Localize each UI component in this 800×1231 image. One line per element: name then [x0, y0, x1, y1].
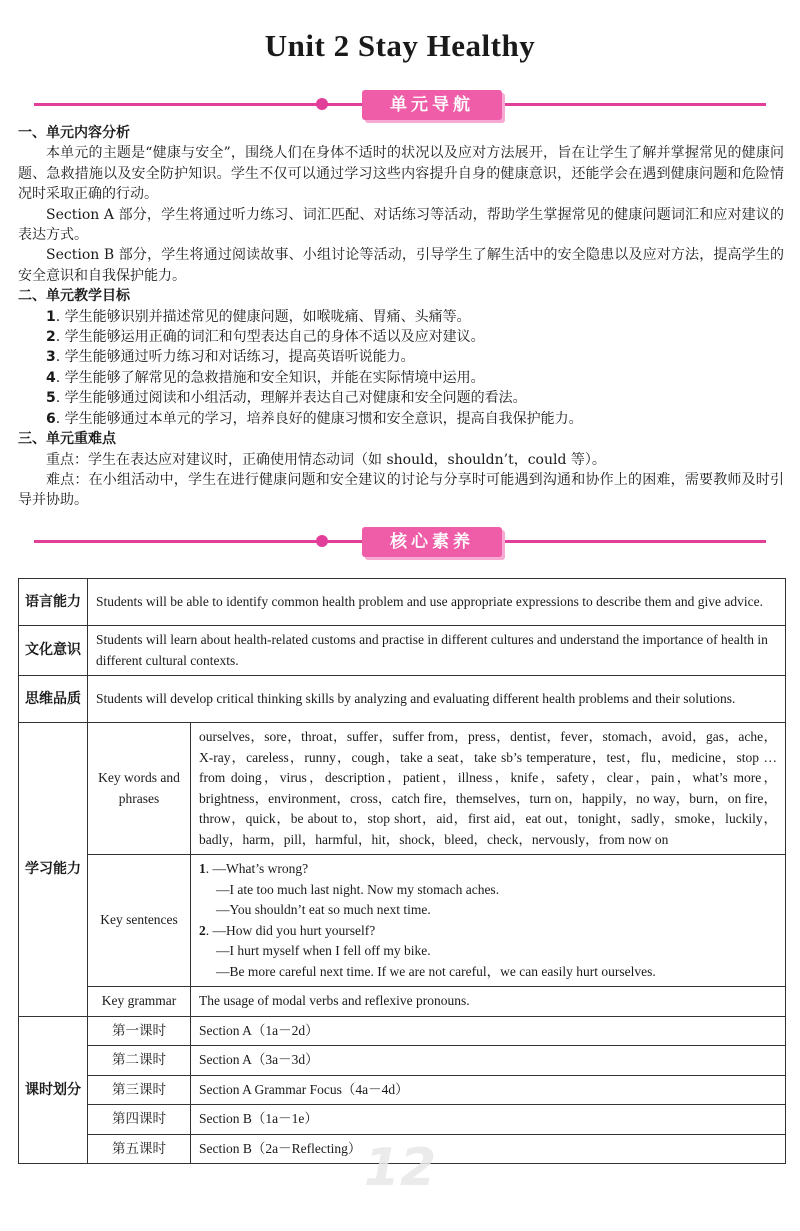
lesson-content: Section A（3a－3d） [191, 1046, 786, 1076]
unit-nav-label: 单元导航 [362, 90, 502, 120]
key-grammar-content: The usage of modal verbs and reflexive pronouns. [191, 987, 786, 1017]
lesson-period: 第四课时 [88, 1105, 191, 1135]
sentence-line: —I ate too much last night. Now my stomach aches. [216, 881, 500, 897]
key-words-label: Key words and phrases [88, 723, 191, 855]
banner-dot [316, 98, 328, 110]
key-words-content: ourselves，sore，throat，suffer，suffer from，press，dentist，fever，stomach，avoid，gas，ache，X-ray，careless，runny，cough，take a seat，take sb’s temperature，test，flu，medicine，stop … from doing，virus，description，patient，illness，knife，safety，clear，pain，what’s more，brightness，environment，cross，catch fire，themselves，turn on，happily，no way，burn，on fire，throw，quick，be about to，stop short，aid，first aid，eat out，tonight，sadly，smoke，luckily，badly，harm，pill，harmful，hit，shock，bleed，check，nervously，from now on [191, 723, 786, 855]
table-row [19, 1134, 786, 1164]
row-content: Students will develop critical thinking skills by analyzing and evaluating different health problems and their solutions. [88, 676, 786, 723]
key-point: 重点：学生在表达应对建议时，正确使用情态动词（如 should，shouldn’t，could 等）。 [46, 451, 606, 468]
goal-item: 5. 学生能够通过阅读和小组活动，理解并表达自己对健康和安全问题的看法。 [46, 390, 527, 407]
lesson-content: Section B（1a－1e） [191, 1105, 786, 1135]
row-label: 思维品质 [19, 676, 88, 723]
core-literacy-table [18, 578, 786, 1164]
section3-heading: 三、单元重难点 [18, 431, 116, 448]
table-row [19, 1046, 786, 1076]
row-label: 文化意识 [19, 626, 88, 676]
page-title: Unit 2 Stay Healthy [264, 28, 536, 63]
page-number: 12 [363, 1138, 437, 1198]
section1-paragraph: 本单元的主题是“健康与安全”，围绕人们在身体不适时的状况以及应对方法展开，旨在让学生了解并掌握常见的健康问题、急救措施以及安全防护知识。学生不仅可以通过学习这些内容提升自身的健康意识，还能学会在遇到健康问题和危险情况时采取正确的行动。 [18, 145, 784, 203]
table-row [19, 1075, 786, 1105]
section2-heading: 二、单元教学目标 [18, 288, 130, 305]
table-row [19, 579, 786, 626]
table-row [19, 855, 786, 987]
sentence-line: —Be more careful next time. If we are not careful，we can easily hurt ourselves. [216, 963, 656, 979]
section1-heading: 一、单元内容分析 [18, 125, 130, 141]
banner-dot [316, 535, 328, 547]
section1-paragraph: Section B 部分，学生将通过阅读故事、小组讨论等活动，引导学生了解生活中的安全隐患以及应对方法，提高学生的安全意识和自我保护能力。 [18, 247, 784, 284]
sentence-line: 2. —How did you hurt yourself? [199, 922, 376, 938]
core-literacy-label: 核心素养 [362, 527, 502, 557]
key-sentences-content [191, 855, 786, 987]
section1-paragraph: Section A 部分，学生将通过听力练习、词汇匹配、对话练习等活动，帮助学生掌握常见的健康问题词汇和应对建议的表达方式。 [18, 206, 784, 244]
lesson-period: 第三课时 [88, 1075, 191, 1105]
table-row [19, 987, 786, 1017]
row-label: 课时划分 [19, 1016, 88, 1164]
lesson-content: Section B（2a－Reflecting） [191, 1134, 786, 1164]
lesson-period: 第一课时 [88, 1016, 191, 1046]
table-row [19, 676, 786, 723]
difficult-point: 难点：在小组活动中，学生在进行健康问题和安全建议的讨论与分享时可能遇到沟通和协作上的困难，需要教师及时引导并协助。 [18, 471, 784, 509]
sentence-line: —I hurt myself when I fell off my bike. [216, 943, 431, 958]
unit-overview [18, 123, 784, 511]
goal-item: 2. 学生能够运用正确的词汇和句型表达自己的身体不适以及应对建议。 [46, 329, 485, 346]
unit-nav-banner [34, 90, 766, 122]
sentence-line: 1. —What’s wrong? [199, 861, 309, 876]
core-literacy-banner [34, 527, 766, 559]
sentence-line: —You shouldn’t eat so much next time. [216, 902, 431, 917]
row-content: Students will be able to identify common health problem and use appropriate expressions to describe them and give advice. [88, 579, 786, 626]
lesson-content: Section A Grammar Focus（4a－4d） [191, 1075, 786, 1105]
goal-item: 1. 学生能够识别并描述常见的健康问题，如喉咙痛、胃痛、头痛等。 [46, 308, 471, 325]
lesson-content: Section A（1a－2d） [191, 1016, 786, 1046]
table-row [19, 1016, 786, 1046]
table-row [19, 1105, 786, 1135]
goal-item: 4. 学生能够了解常见的急救措施和安全知识，并能在实际情境中运用。 [46, 369, 485, 386]
key-grammar-label: Key grammar [88, 987, 191, 1017]
row-label: 学习能力 [19, 723, 88, 1017]
table-row [19, 626, 786, 676]
table-row [19, 723, 786, 855]
row-content: Students will learn about health-related customs and practise in different cultures and understand the importance of health in different cultural contexts. [88, 626, 786, 676]
row-label: 语言能力 [19, 579, 88, 626]
lesson-period: 第五课时 [88, 1134, 191, 1164]
goal-item: 6. 学生能够通过本单元的学习，培养良好的健康习惯和安全意识，提高自我保护能力。 [46, 410, 583, 427]
key-sentences-label: Key sentences [88, 855, 191, 987]
goal-item: 3. 学生能够通过听力练习和对话练习，提高英语听说能力。 [46, 349, 415, 366]
lesson-period: 第二课时 [88, 1046, 191, 1076]
